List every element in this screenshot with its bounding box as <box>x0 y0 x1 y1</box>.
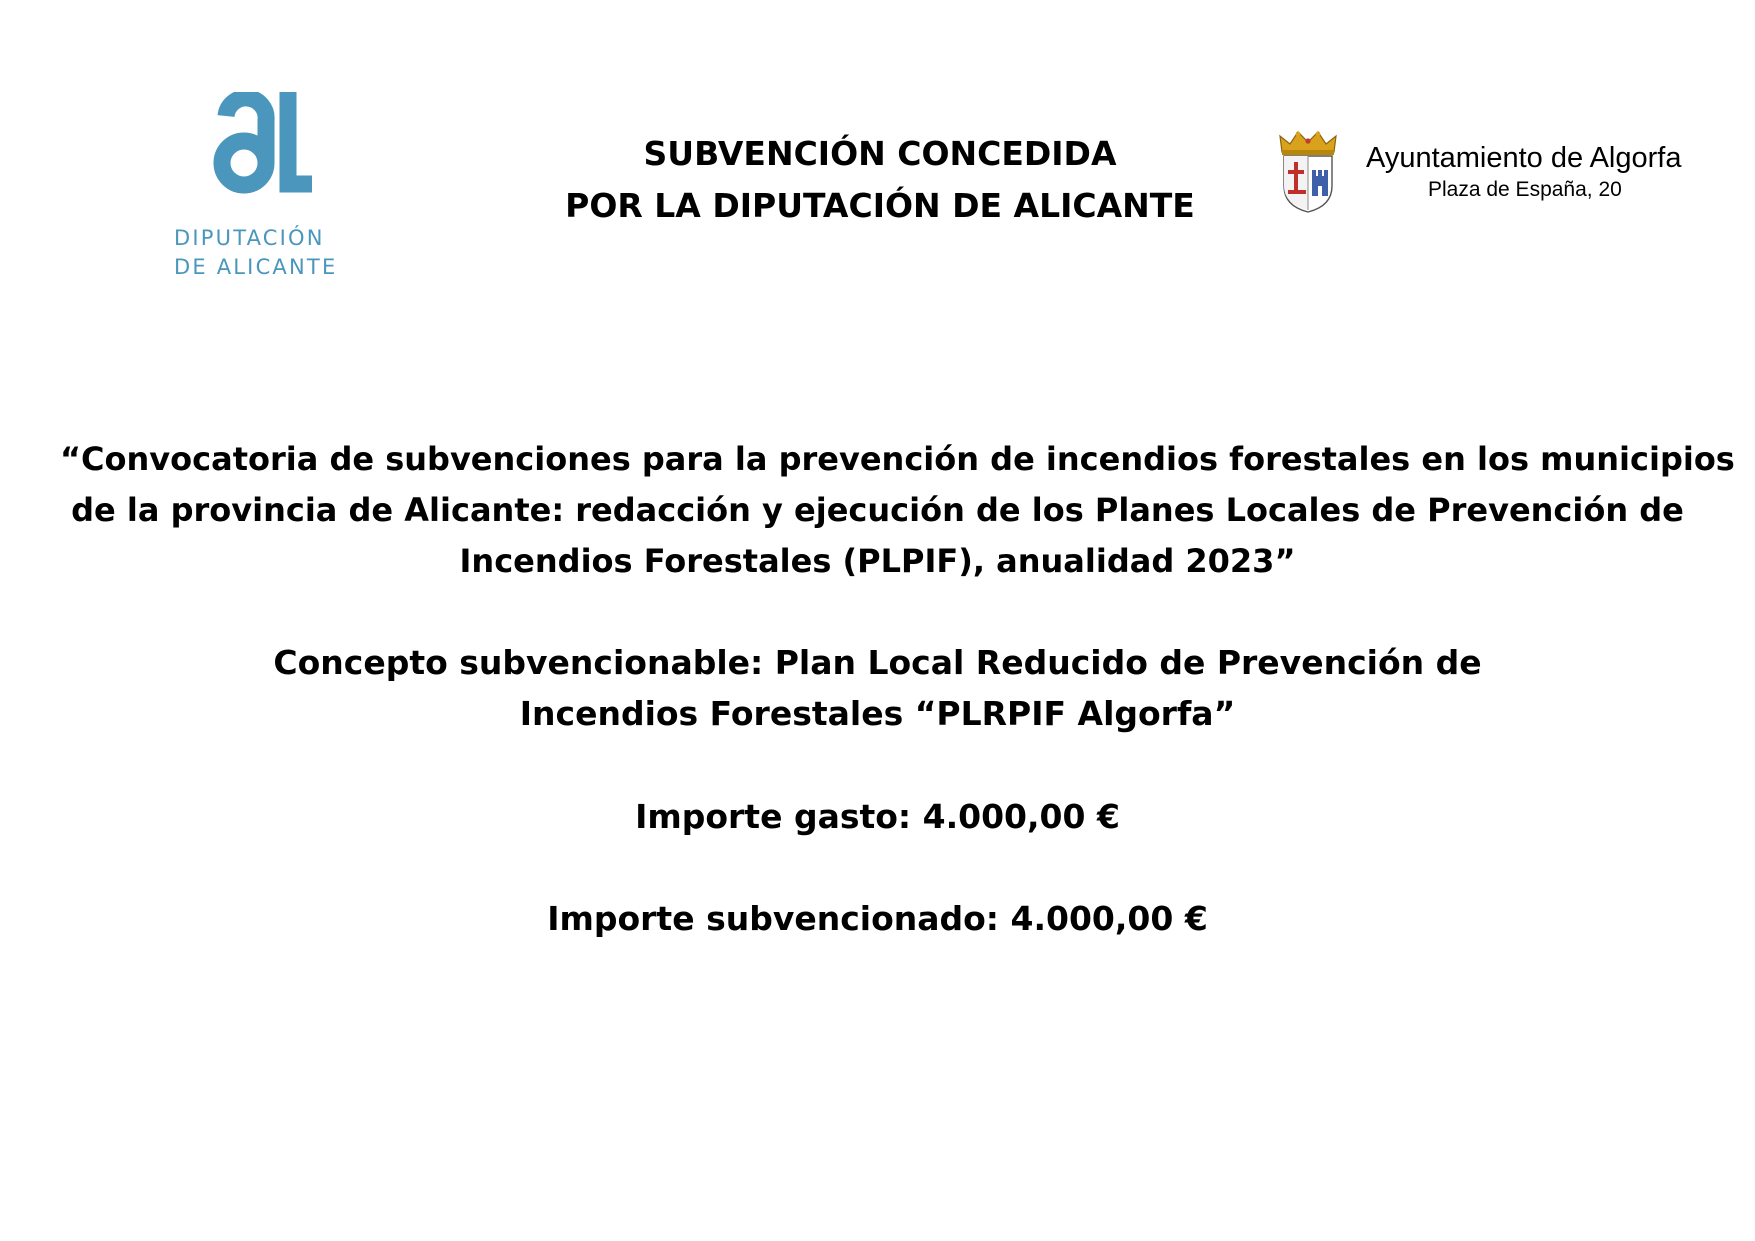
convocatoria-line-1: “Convocatoria de subvenciones para la prevención de incendios forestales en los municipios <box>60 440 1735 478</box>
convocatoria-line-3: Incendios Forestales (PLPIF), anualidad 2023” <box>459 542 1296 580</box>
concepto-line-1: Concepto subvencionable: Plan Local Reducido de Prevención de <box>273 643 1482 682</box>
importe-gasto-text: Importe gasto: 4.000,00 € <box>635 797 1120 836</box>
concepto-line-2: Incendios Forestales “PLRPIF Algorfa” <box>519 694 1236 733</box>
diputacion-al-logo-icon <box>204 92 314 202</box>
importe-subvencionado-text: Importe subvencionado: 4.000,00 € <box>547 899 1208 938</box>
ayuntamiento-address: Plaza de España, 20 <box>1428 178 1622 201</box>
title-line-2: POR LA DIPUTACIÓN DE ALICANTE <box>565 186 1195 225</box>
diputacion-logo <box>168 92 348 282</box>
title-line-1: SUBVENCIÓN CONCEDIDA <box>643 134 1117 173</box>
ayuntamiento-name: Ayuntamiento de Algorfa <box>1366 142 1682 174</box>
convocatoria-line-2: de la provincia de Alicante: redacción y ejecución de los Planes Locales de Prevención de <box>71 491 1684 529</box>
algorfa-coat-of-arms-icon <box>1276 130 1340 214</box>
importe-gasto <box>60 791 1695 842</box>
convocatoria-paragraph <box>60 434 1735 587</box>
importe-subvencionado <box>60 893 1695 944</box>
concepto-paragraph <box>60 637 1695 739</box>
ayuntamiento-header <box>1366 140 1706 204</box>
diputacion-logo-text: DIPUTACIÓN DE ALICANTE <box>174 226 338 279</box>
page-title <box>560 128 1200 232</box>
